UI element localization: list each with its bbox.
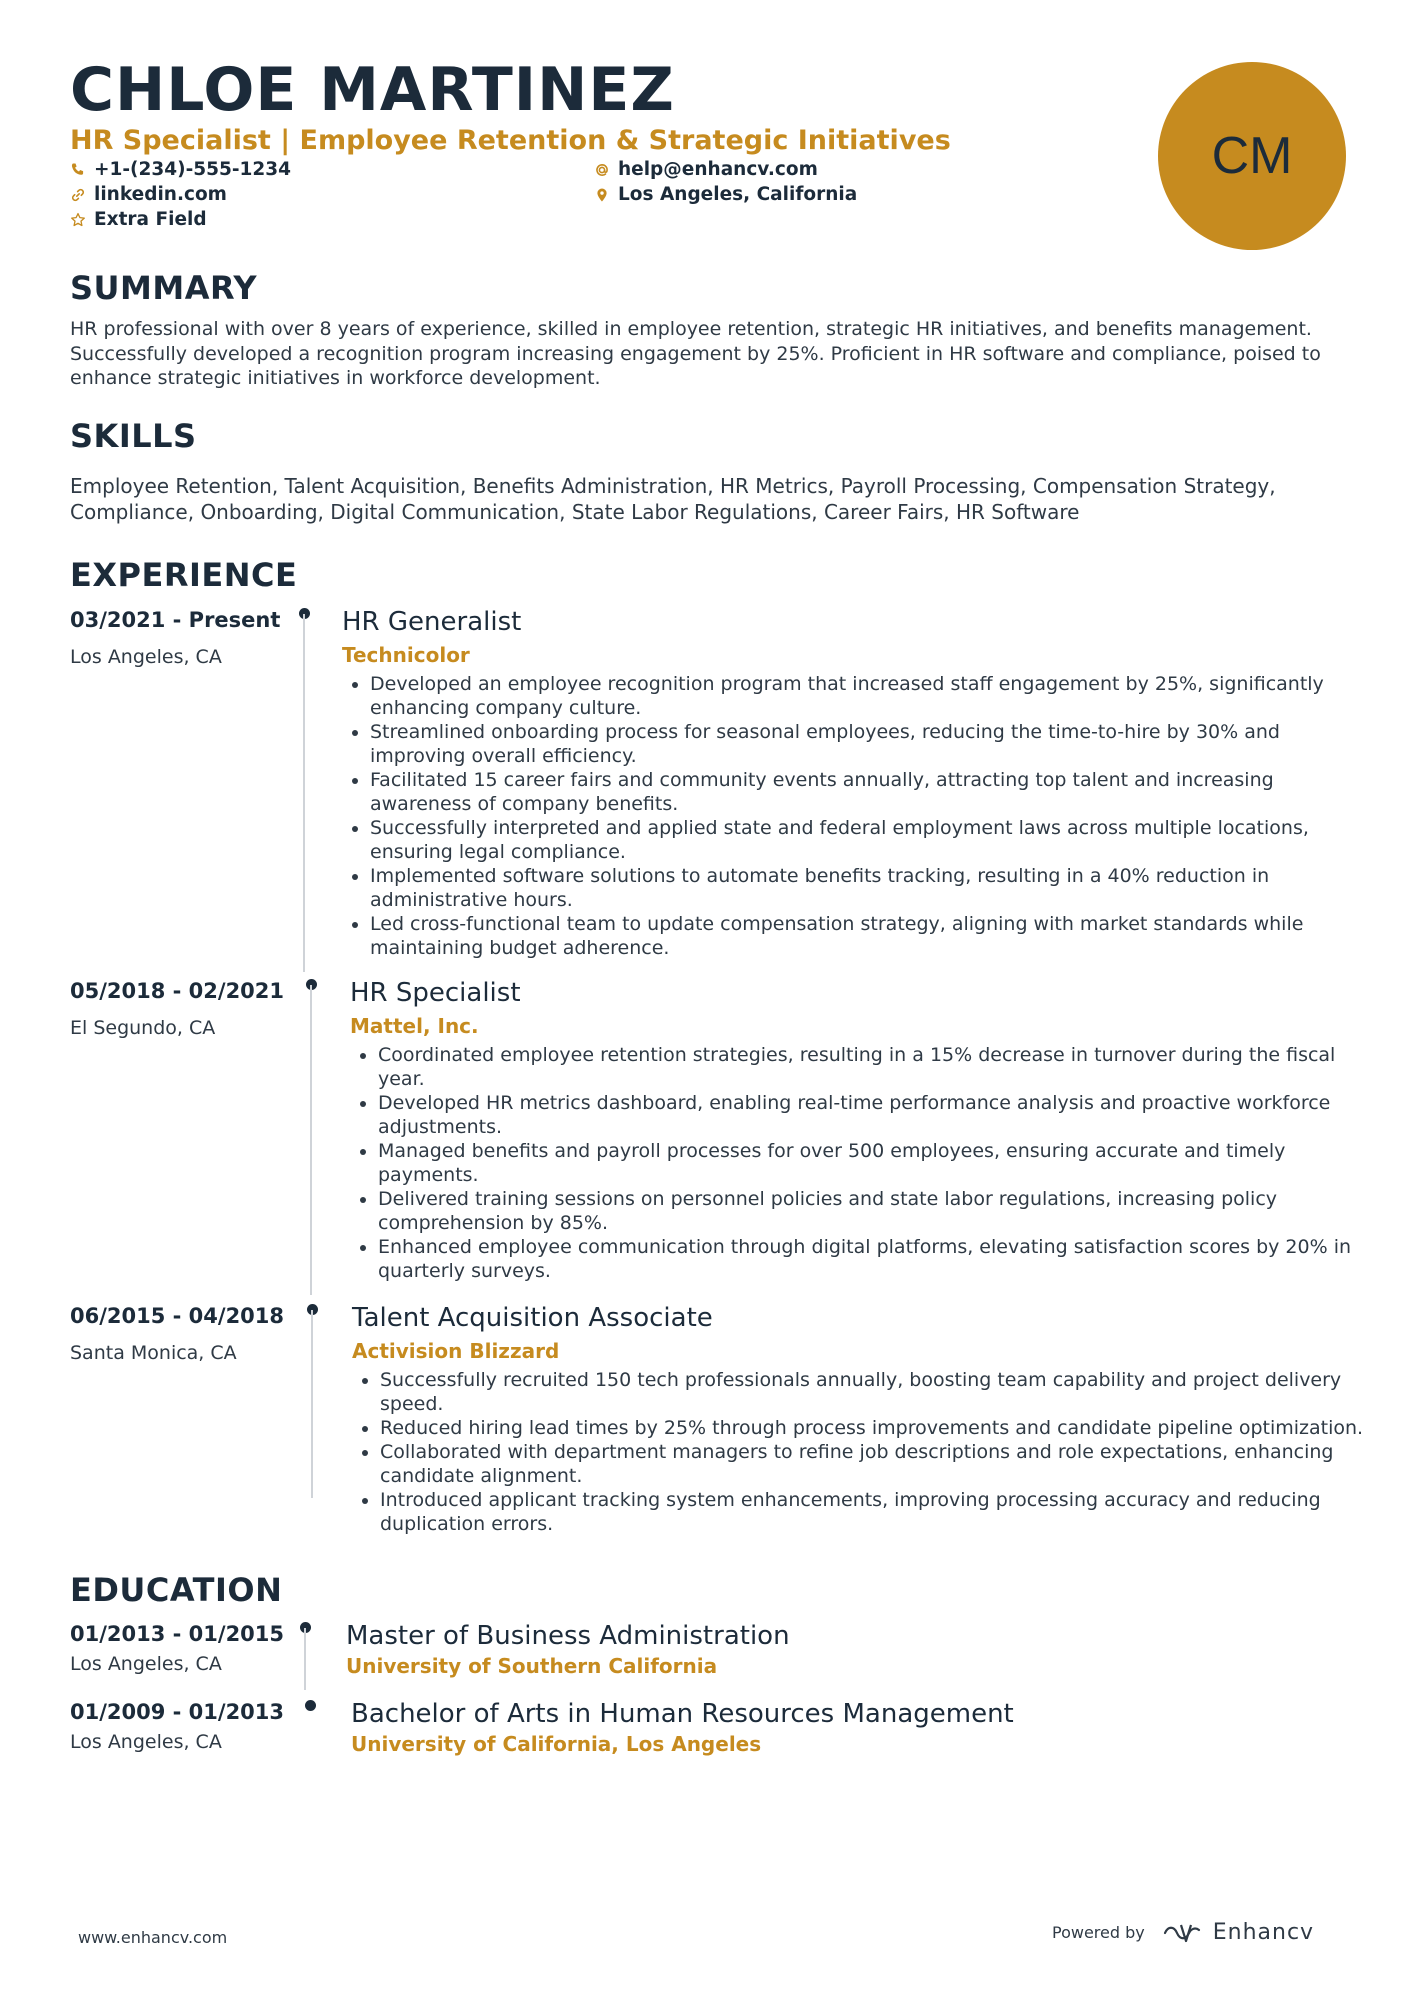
contact-phone: [70, 158, 291, 182]
summary-heading: SUMMARY: [70, 269, 258, 307]
experience-dates: 05/2018 - 02/2021: [70, 979, 285, 1003]
experience-dates: 06/2015 - 04/2018: [70, 1304, 285, 1328]
timeline-line: [310, 985, 312, 1295]
experience-role: Talent Acquisition Associate: [352, 1303, 713, 1333]
experience-role: HR Specialist: [350, 978, 521, 1008]
contact-linkedin[interactable]: [70, 183, 227, 207]
experience-location: Los Angeles, CA: [70, 646, 222, 668]
education-location: Los Angeles, CA: [70, 1653, 222, 1675]
education-location: Los Angeles, CA: [70, 1731, 222, 1753]
experience-bullets: [342, 672, 1370, 960]
contact-email[interactable]: [594, 158, 818, 182]
experience-bullet: • Managed benefits and payroll processes for over 500 employees, ensuring accurate and timely payments.: [378, 1139, 1378, 1187]
experience-company: Activision Blizzard: [352, 1339, 560, 1363]
location-pin-icon: [594, 187, 610, 203]
link-icon: [70, 187, 86, 203]
timeline-line: [303, 614, 305, 972]
contact-extra-field-value: Extra Field: [94, 209, 207, 230]
experience-bullet: • Successfully recruited 150 tech professionals annually, boosting team capability and project delivery speed.: [380, 1368, 1380, 1416]
experience-bullet: • Reduced hiring lead times by 25% through process improvements and candidate pipeline optimization.: [380, 1416, 1380, 1440]
enhancv-logo-icon: [1161, 1922, 1205, 1944]
experience-role: HR Generalist: [342, 607, 522, 637]
experience-heading: EXPERIENCE: [70, 556, 298, 594]
enhancv-logo[interactable]: [1161, 1920, 1314, 1945]
enhancv-logo-text: Enhancv: [1212, 1920, 1315, 1945]
skills-heading: SKILLS: [70, 417, 197, 455]
contact-location: [594, 183, 857, 207]
experience-bullet: • Implemented software solutions to automate benefits tracking, resulting in a 40% reduction in administrative hours.: [370, 864, 1370, 912]
experience-bullet: • Led cross-functional team to update compensation strategy, aligning with market standards while maintaining budget adherence.: [370, 912, 1370, 960]
experience-location: Santa Monica, CA: [70, 1342, 237, 1364]
footer-branding: [1052, 1920, 1314, 1945]
contact-linkedin-value[interactable]: linkedin.com: [94, 184, 227, 205]
contact-extra-field: [70, 208, 207, 232]
experience-bullet: • Coordinated employee retention strategies, resulting in a 15% decrease in turnover during the fiscal year.: [378, 1043, 1378, 1091]
summary-line: enhance strategic initiatives in workforce development.: [70, 367, 601, 389]
skills-text: [70, 473, 1340, 525]
experience-bullet: • Successfully interpreted and applied state and federal employment laws across multiple locations, ensuring legal compliance.: [370, 816, 1370, 864]
summary-text: [70, 317, 1340, 391]
experience-entry: [70, 977, 1350, 1297]
experience-bullet: • Enhanced employee communication through digital platforms, elevating satisfaction scores by 20% in quarterly surveys.: [378, 1235, 1378, 1283]
experience-bullet: • Facilitated 15 career fairs and community events annually, attracting top talent and increasing awareness of company benefits.: [370, 768, 1370, 816]
education-degree: Master of Business Administration: [346, 1621, 790, 1651]
summary-line: HR professional with over 8 years of experience, skilled in employee retention, strategic HR initiatives, and benefits management.: [70, 318, 1312, 340]
contact-location-value: Los Angeles, California: [618, 184, 858, 205]
experience-company: Mattel, Inc.: [350, 1014, 479, 1038]
contact-email-value[interactable]: help@enhancv.com: [618, 159, 818, 180]
powered-by-label: Powered by: [1052, 1923, 1145, 1942]
star-icon: [70, 212, 86, 228]
experience-entry: [70, 1302, 1364, 1554]
education-dates: 01/2013 - 01/2015: [70, 1622, 285, 1646]
at-icon: [594, 162, 610, 178]
summary-line: Successfully developed a recognition program increasing engagement by 25%. Proficient in HR software and compliance, poised to: [70, 342, 1321, 365]
contact-phone-value: +1-(234)-555-1234: [94, 159, 292, 180]
experience-bullet: • Developed an employee recognition program that increased staff engagement by 25%, significantly enhancing company culture.: [370, 672, 1370, 720]
experience-bullets: [352, 1368, 1380, 1536]
phone-icon: [70, 162, 86, 178]
education-entry: [70, 1698, 1350, 1774]
footer-website-link[interactable]: www.enhancv.com: [78, 1928, 228, 1947]
experience-location: El Segundo, CA: [70, 1017, 216, 1039]
experience-entry: [70, 606, 1350, 974]
education-school: University of California, Los Angeles: [351, 1732, 762, 1756]
candidate-headline: HR Specialist | Employee Retention & Strategic Initiatives: [70, 125, 951, 156]
education-heading: EDUCATION: [70, 1571, 283, 1609]
skills-line: Compliance, Onboarding, Digital Communication, State Labor Regulations, Career Fairs, HR Software: [70, 500, 1080, 524]
experience-dates: 03/2021 - Present: [70, 608, 281, 632]
experience-company: Technicolor: [342, 643, 470, 667]
experience-bullet: • Introduced applicant tracking system enhancements, improving processing accuracy and reducing duplication errors.: [380, 1488, 1380, 1536]
timeline-line: [311, 1310, 313, 1498]
education-entry: [70, 1620, 1350, 1696]
avatar: CM: [1158, 62, 1346, 250]
education-degree: Bachelor of Arts in Human Resources Management: [351, 1699, 1014, 1729]
experience-bullet: • Delivered training sessions on personnel policies and state labor regulations, increasing policy comprehension by 85%.: [378, 1187, 1378, 1235]
skills-line: Employee Retention, Talent Acquisition, Benefits Administration, HR Metrics, Payroll Processing, Compensation Strategy,: [70, 474, 1276, 498]
experience-bullet: • Collaborated with department managers to refine job descriptions and role expectations, enhancing candidate alignment.: [380, 1440, 1380, 1488]
education-school: University of Southern California: [346, 1654, 718, 1678]
candidate-name: CHLOE MARTINEZ: [70, 55, 675, 125]
experience-bullet: • Streamlined onboarding process for seasonal employees, reducing the time-to-hire by 30% and improving overall efficiency.: [370, 720, 1370, 768]
experience-bullets: [350, 1043, 1378, 1283]
timeline-dot: [305, 1700, 316, 1711]
experience-bullet: • Developed HR metrics dashboard, enabling real-time performance analysis and proactive workforce adjustments.: [378, 1091, 1378, 1139]
timeline-line: [304, 1628, 306, 1690]
education-dates: 01/2009 - 01/2013: [70, 1700, 285, 1724]
